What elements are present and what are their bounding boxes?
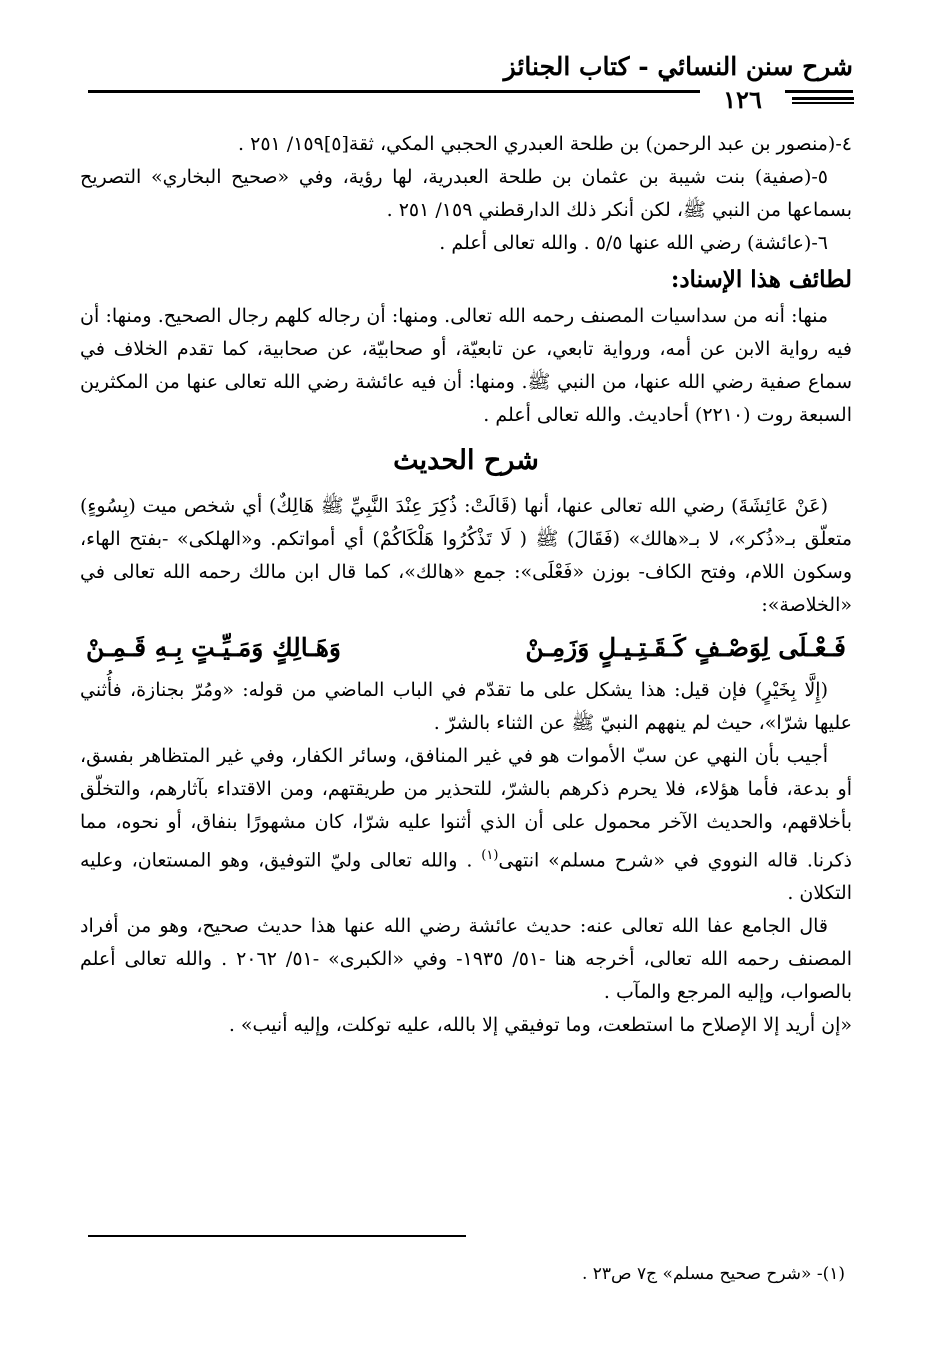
- poetry-verse: [80, 622, 852, 674]
- footnote: (١)- «شرح صحيح مسلم» ج٧ ص٢٣ .: [581, 1264, 845, 1284]
- section-heading-latif: لطائف هذا الإسناد:: [670, 266, 852, 293]
- header-rule-right-second: [792, 102, 854, 104]
- footnote-reference[interactable]: (١): [481, 848, 499, 863]
- sharh-paragraph: قال الجامع عفا الله تعالى عنه: حديث عائشة رضي الله عنها هذا حديث صحيح، وهو من أفراد المصنف رحمه الله تعالى، أخرجه هنا -٥١/ ١٩٣٥- وفي «الكبرى» -٥١/ ٢٠٦٢ . والله تعالى أعلم بالصواب، وإليه المرجع والمآب .: [80, 915, 852, 1004]
- narrator-entry: ٤-(منصور بن عبد الرحمن) بن طلحة العبدري الحجبي المكي، ثقة[٥]١٥٩/ ٢٥١ .: [238, 133, 852, 155]
- sharh-paragraph: (عَنْ عَائِشَةَ) رضي الله تعالى عنها، أنها (قَالَتْ: ذُكِرَ عِنْدَ النَّبِيِّ ﷺ هَالِكٌ) أي شخص ميت (بِسُوءٍ) متعلّق بـ«ذُكر»، لا بـ«هالك» (فَقَالَ) ﷺ ( لَا تَذْكُرُوا هَلْكَاكُمْ) أي أمواتكم. و«الهلكى» -بفتح الهاء، وسكون اللام، وفتح الكاف- بوزن «فَعْلَى»: جمع «هالك»، كما قال ابن مالك رحمه الله تعالى في «الخلاصة»:: [80, 495, 852, 616]
- verse-first-hemistich: فَـعْـلَى لِوَصْـفٍ كَـقَـتِـيـلٍ وَزَمِـنْ: [525, 633, 846, 662]
- running-title: شرح سنن النسائي - كتاب الجنائز: [503, 52, 853, 81]
- verse-second-hemistich: وَهَـالِكٍ وَمَـيِّـتٍ بِـهِ قَـمِـنْ: [86, 633, 341, 662]
- sharh-paragraph-ending: . والله تعالى وليّ التوفيق، وهو المستعان، وعليه التكلان .: [80, 849, 852, 905]
- narrator-entry: ٦-(عائشة) رضي الله عنها ٥/٥ . والله تعالى أعلم .: [439, 232, 828, 254]
- closing-quote: «إن أريد إلا الإصلاح ما استطعت، وما توفيقي إلا بالله، عليه توكلت، وإليه أنيب» .: [228, 1014, 852, 1037]
- sharh-paragraph: (إِلَّا بِخَيْرٍ) فإن قيل: هذا يشكل على ما تقدّم في الباب الماضي من قوله: «ومُرّ بجنازة، فأُثني عليها شرّا»، حيث لم ينههم النبيّ ﷺ عن الثناء بالشرّ .: [80, 679, 852, 734]
- sharh-paragraph: [80, 740, 852, 910]
- latif-paragraph: منها: أنه من سداسيات المصنف رحمه الله تعالى. ومنها: أن رجاله كلهم رجال الصحيح. ومنها: أن فيه رواية الابن عن أمه، ورواية تابعي، عن تابعيّة، أو صحابيّة، عن صحابية، كما تقدم الخلاف في سماع صفية رضي الله عنها، من النبي ﷺ. ومنها: أن فيه عائشة رضي الله تعالى عنها من المكثرين السبعة روت (٢٢١٠) أحاديث. والله تعالى أعلم .: [80, 305, 852, 426]
- footnote-rule: [88, 1235, 466, 1237]
- page-number: ١٢٦: [700, 85, 785, 114]
- header-rule-right: [792, 97, 854, 100]
- narrator-entry: ٥-(صفية) بنت شيبة بن عثمان بن طلحة العبدرية، لها رؤية، وفي «صحيح البخاري» التصريح بسماعها من النبي ﷺ، لكن أنكر ذلك الدارقطني ١٥٩/ ٢٥١ .: [80, 166, 852, 221]
- section-heading-sharh: شرح الحديث: [393, 445, 539, 476]
- sharh-paragraph-text: أجيب بأن النهي عن سبّ الأموات هو في غير المنافق، وسائر الكفار، وفي غير المتظاهر بفسق، أو بدعة، فأما هؤلاء، فلا يحرم ذكرهم بالشرّ، للتحذير من طريقتهم، ومن الاقتداء بآثارهم، والتخلّق بأخلاقهم، والحديث الآخر محمول على أن الذي أثنوا عليه شرّا، كان مشهورًا بنفاق، أو نحوه، مما ذكرنا. قاله النووي في «شرح مسلم» انتهى: [80, 745, 852, 872]
- main-text: [80, 128, 852, 1042]
